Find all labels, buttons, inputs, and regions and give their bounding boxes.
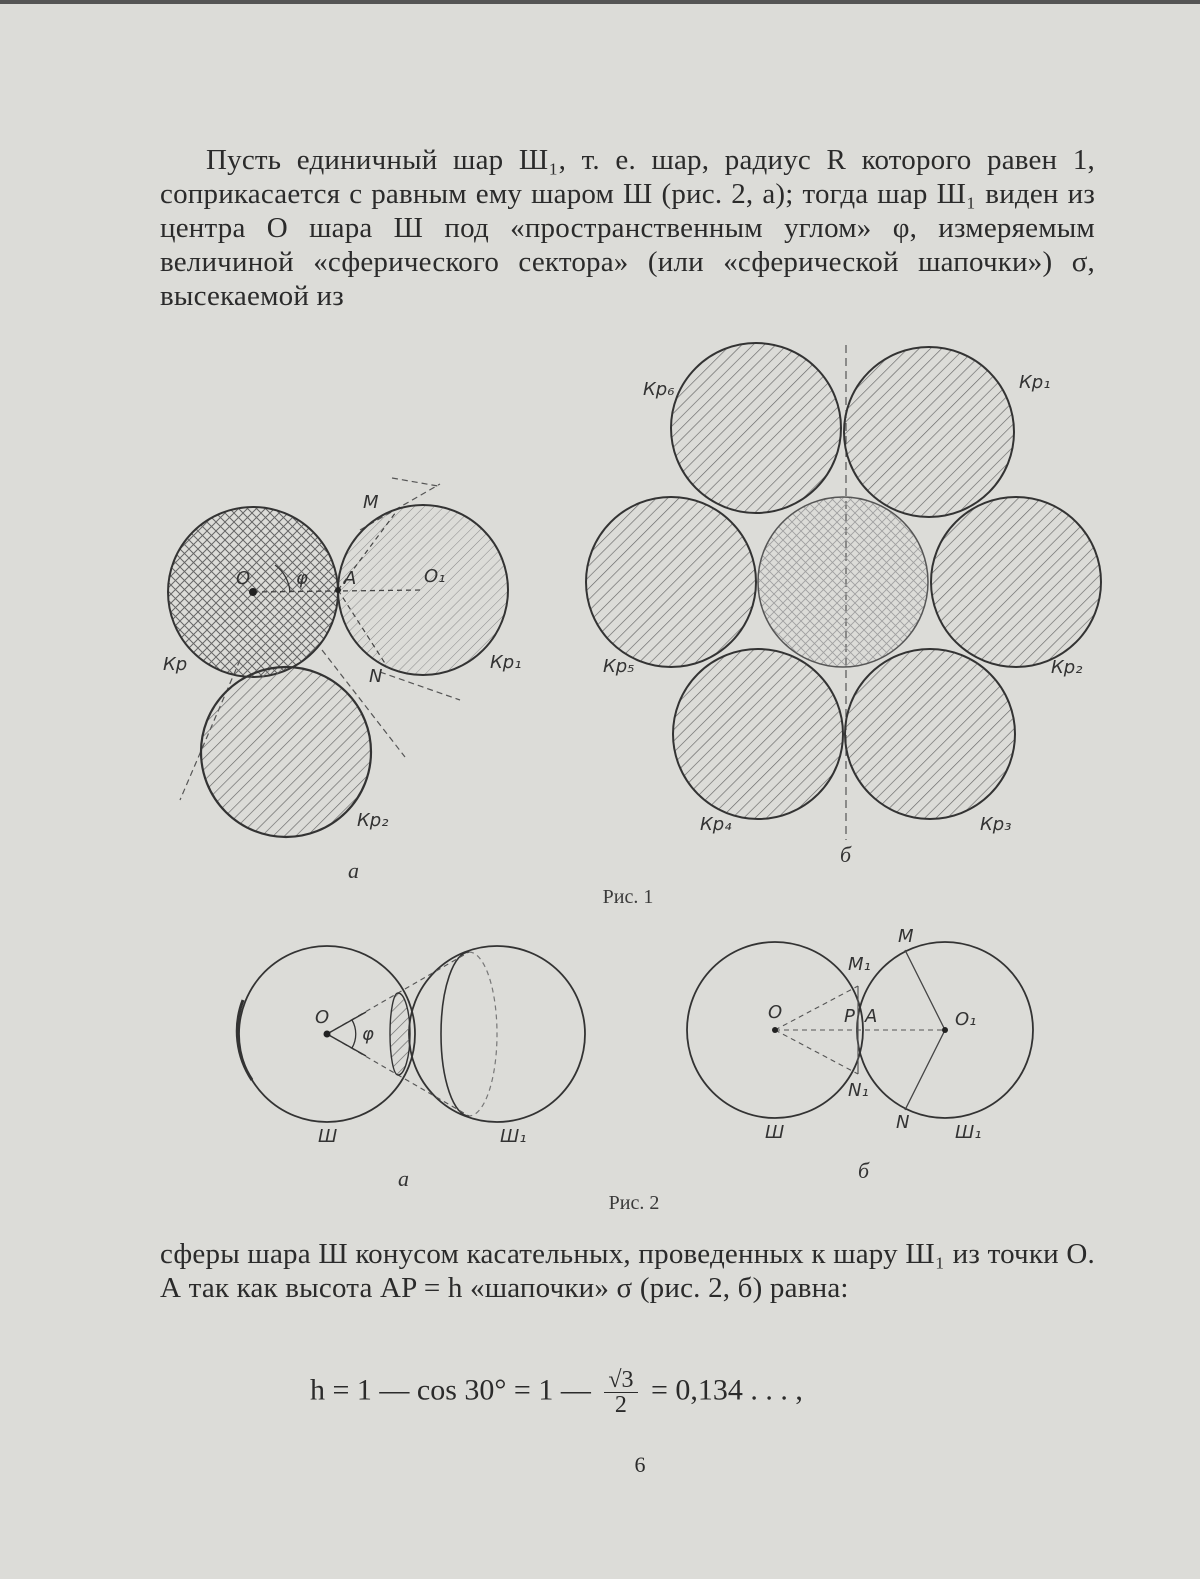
label-p: P (844, 1006, 855, 1027)
label-kp1: Кр₁ (490, 652, 522, 673)
tangent-line (392, 478, 438, 486)
label-kp3: Кр₃ (980, 814, 1012, 835)
label-n: N (896, 1112, 910, 1133)
fig2-a (237, 946, 585, 1191)
circle-kp1 (844, 347, 1014, 517)
label-o: O (768, 1002, 783, 1023)
circle-kp4 (673, 649, 843, 819)
formula-h (310, 1368, 1010, 1417)
paragraph-intro: Пусть единичный шар Ш₁, т. е. шар, радиус R которого равен 1, соприкасается с равным ему шаром Ш (рис. 2, а); тогда шар Ш₁ виден из центра O шара Ш под «пространственным углом» φ, измеряемым величиной «сферического сектора» (или «сферической шапочки») σ, высекаемой из (160, 144, 1095, 312)
fig2-sub-a: a (398, 1166, 409, 1191)
label-o: O (315, 1007, 330, 1028)
tangent-circle-back (469, 952, 497, 1116)
label-a: A (344, 568, 357, 589)
label-o1: O₁ (424, 566, 446, 587)
fig2-sub-b: б (858, 1158, 870, 1183)
circle-kp2 (201, 667, 371, 837)
page-number: 6 (634, 1452, 646, 1477)
label-a: A (865, 1006, 878, 1027)
label-phi: φ (296, 568, 308, 589)
circle-center (758, 497, 928, 667)
label-kp4: Кр₄ (700, 814, 732, 835)
label-phi: φ (362, 1024, 374, 1045)
point-o1 (942, 1027, 948, 1033)
fig1-sub-b: б (840, 842, 852, 867)
angle-arc (352, 1020, 356, 1048)
label-m: M (363, 492, 379, 513)
label-sh: Ш (765, 1122, 785, 1143)
spherical-cap (390, 993, 410, 1075)
label-m: M (898, 926, 914, 947)
point-o (772, 1027, 778, 1033)
label-kp: Кр (163, 654, 188, 675)
circle-kp2 (931, 497, 1101, 667)
fig2-caption: Рис. 2 (608, 1192, 660, 1214)
label-sh: Ш (318, 1126, 338, 1147)
formula-denominator: 2 (614, 1392, 627, 1418)
circle-kp3 (845, 649, 1015, 819)
point-o (324, 1031, 331, 1038)
formula-left: h = 1 — cos 30° = 1 — (310, 1373, 599, 1407)
fig1-caption: Рис. 1 (602, 886, 654, 908)
tangent-circle-front (441, 952, 469, 1116)
formula-numerator: √3 (604, 1368, 637, 1393)
label-kp1-b: Кр₁ (1019, 372, 1051, 393)
paragraph-continuation: сферы шара Ш конусом касательных, проведенных к шару Ш₁ из точки O. А так как высота AP = h «шапочки» σ (рис. 2, б) равна: (160, 1238, 1095, 1304)
label-kp2-b: Кр₂ (1051, 657, 1083, 678)
angle-ray (327, 1012, 366, 1034)
label-kp5: Кр₅ (603, 656, 635, 677)
point-a (335, 587, 341, 593)
fig2-b (687, 926, 1033, 1183)
formula-fraction (604, 1368, 637, 1417)
fig1-a (163, 478, 521, 883)
point-o (249, 588, 257, 596)
fig1-b (586, 343, 1101, 867)
label-sh1: Ш₁ (500, 1126, 527, 1147)
label-kp2: Кр₂ (357, 810, 389, 831)
label-m1: M₁ (848, 954, 871, 975)
label-kp6: Кр₆ (643, 379, 675, 400)
line-n-o1 (905, 1030, 945, 1110)
fig1-sub-a: a (348, 858, 359, 883)
formula-right: = 0,134 . . . , (643, 1373, 803, 1407)
label-n1: N₁ (848, 1080, 869, 1101)
line-o-n1 (775, 1030, 858, 1074)
circle-kp5 (586, 497, 756, 667)
circle-kp6 (671, 343, 841, 513)
label-o1: O₁ (955, 1009, 977, 1030)
angle-ray (327, 1034, 366, 1056)
tangent-line (380, 672, 460, 700)
label-n: N (369, 666, 383, 687)
line-m-o1 (905, 950, 945, 1030)
label-o: O (236, 568, 251, 589)
label-sh1: Ш₁ (955, 1122, 982, 1143)
